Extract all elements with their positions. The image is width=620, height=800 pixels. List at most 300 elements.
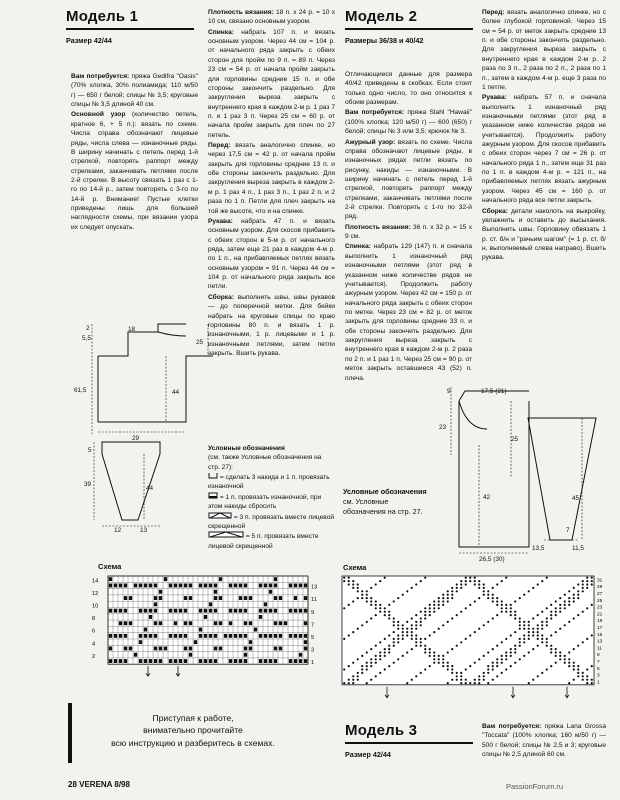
chart-yarnover <box>460 611 462 613</box>
chart-yarnover <box>375 600 377 602</box>
chart-cell <box>184 609 187 613</box>
chart-yarnover <box>523 634 525 636</box>
chart-yarnover <box>420 641 422 643</box>
chart-yarnover <box>591 583 593 585</box>
chart-yarnover <box>375 604 377 606</box>
chart-yarnover <box>397 597 399 599</box>
model1-sleeve-outline <box>102 442 160 520</box>
chart-yarnover <box>550 645 552 647</box>
chart-yarnover <box>523 621 525 623</box>
chart-yarnover <box>420 580 422 582</box>
chart-yarnover <box>532 634 534 636</box>
chart-yarnover <box>375 655 377 657</box>
chart-cell <box>299 634 302 638</box>
chart-yarnover <box>384 668 386 670</box>
chart-cell <box>304 634 307 638</box>
chart-cell <box>144 659 147 663</box>
chart-yarnover <box>505 658 507 660</box>
chart-yarnover <box>501 607 503 609</box>
chart-yarnover <box>586 580 588 582</box>
model1-scheme-title: Схема <box>98 562 122 571</box>
model1-density-label: Плотность вязания: <box>208 9 274 16</box>
chart-cell <box>299 653 302 657</box>
chart-cell <box>179 634 182 638</box>
chart-yarnover <box>375 614 377 616</box>
chart-cell <box>249 640 252 644</box>
notice-line-1: Приступая к работе, <box>152 713 234 723</box>
model2-front-label: Перед: <box>482 9 505 16</box>
chart-yarnover <box>492 587 494 589</box>
model1-dim-2: 2 <box>86 325 90 332</box>
chart-cell <box>109 609 112 613</box>
chart-yarnover <box>528 638 530 640</box>
chart-yarnover <box>496 662 498 664</box>
chart-cell <box>264 584 267 588</box>
chart-yarnover <box>528 590 530 592</box>
model1-assembly-text: выполнить швы, швы рукавов — до поперечной метки. Для бейки набрать на круговые спицы по краю горловины 80 п. и вязать 1 р. изнаночными, 1 р. лицевыми и 1 р. изнаночными петлями, затем петли закрыть. Вшить рукава. <box>208 293 335 357</box>
chart-cell <box>229 621 232 625</box>
chart-yarnover <box>573 617 575 619</box>
chart-yarnover <box>528 651 530 653</box>
chart-yarnover <box>478 580 480 582</box>
model2-sleeve-schematic <box>520 410 610 560</box>
chart-cell <box>264 659 267 663</box>
chart-yarnover <box>505 577 507 579</box>
chart-cell <box>174 659 177 663</box>
chart-cell <box>289 609 292 613</box>
chart-yarnover <box>582 590 584 592</box>
chart-yarnover <box>366 682 368 684</box>
chart-yarnover <box>496 675 498 677</box>
model2-text-col3 <box>345 70 472 384</box>
chart-cell <box>159 590 162 594</box>
chart-cell <box>109 634 112 638</box>
chart-cell <box>124 609 127 613</box>
chart-yarnover <box>528 631 530 633</box>
chart-yarnover <box>550 614 552 616</box>
chart-yarnover <box>429 634 431 636</box>
chart-cell <box>134 584 137 588</box>
chart-yarnover <box>415 638 417 640</box>
chart-cell <box>149 634 152 638</box>
chart-yarnover <box>429 607 431 609</box>
chart-yarnover <box>591 665 593 667</box>
chart-yarnover <box>559 607 561 609</box>
chart-yarnover <box>447 668 449 670</box>
chart-cell <box>214 609 217 613</box>
model2-size: Размеры 36/38 и 40/42 <box>345 36 424 45</box>
chart-yarnover <box>514 645 516 647</box>
model1-needs-label: Вам потребуется: <box>71 73 130 80</box>
chart-yarnover <box>451 668 453 670</box>
chart-yarnover <box>523 594 525 596</box>
notice-line-3: всю инструкцию и разберитесь в схемах. <box>111 737 275 748</box>
chart-yarnover <box>469 604 471 606</box>
model1-sleeve-dim-13: 13 <box>140 527 148 534</box>
chart-yarnover <box>357 658 359 660</box>
model1-pattern-text: (количество петель, кратное 6, + 5 п.): вязать по схеме. Числа справа обозначают лицевые ряды, числа слева — изнаночные ряды. В ширину начинать с петель перед 1-й стрелкой, повторять раппорт между стрелками, заканчивать петлями после 2-й стрелки. В высоту связать 1 раз с 1-го по 14-й р., затем повторять с 3-го по 14-й р. Внимание! Пустые клетки приведены лишь для большей наглядности схемы, при вязании узора их следует опускать. <box>71 111 198 231</box>
watermark: PassionForum.ru <box>506 782 564 791</box>
chart-yarnover <box>546 638 548 640</box>
chart-yarnover <box>501 604 503 606</box>
chart-yarnover <box>384 607 386 609</box>
chart-cell <box>154 584 157 588</box>
model2-title-rule <box>345 28 473 30</box>
chart-yarnover <box>352 675 354 677</box>
chart-yarnover <box>568 621 570 623</box>
chart-yarnover <box>451 597 453 599</box>
chart-yarnover <box>546 577 548 579</box>
chart-yarnover <box>379 655 381 657</box>
chart-yarnover <box>424 614 426 616</box>
chart-yarnover <box>361 590 363 592</box>
chart-yarnover <box>433 651 435 653</box>
chart-yarnover <box>586 679 588 681</box>
chart-cell <box>289 634 292 638</box>
chart-cell <box>294 596 297 600</box>
chart-yarnover <box>514 648 516 650</box>
chart-yarnover <box>352 600 354 602</box>
chart-yarnover <box>519 658 521 660</box>
chart-row-label-right: 23 <box>597 605 603 611</box>
chart-yarnover <box>546 624 548 626</box>
chart-yarnover <box>447 621 449 623</box>
chart-yarnover <box>586 577 588 579</box>
chart-yarnover <box>478 583 480 585</box>
chart-row-label-right: 7 <box>311 622 315 629</box>
chart-cell <box>124 634 127 638</box>
chart-yarnover <box>573 665 575 667</box>
chart-yarnover <box>478 587 480 589</box>
chart-yarnover <box>555 600 557 602</box>
chart-yarnover <box>442 665 444 667</box>
chart-cell <box>304 596 307 600</box>
chart-cell <box>119 659 122 663</box>
model1-title-rule <box>66 28 194 30</box>
chart-row-label-right: 13 <box>597 639 603 645</box>
chart-cell <box>129 647 132 651</box>
model1-legend-item-3: = 3 п. провязать вместе лицевой скрещенной <box>208 513 335 530</box>
chart-yarnover <box>550 648 552 650</box>
chart-cell <box>249 621 252 625</box>
chart-yarnover <box>433 658 435 660</box>
chart-cell <box>199 659 202 663</box>
repeat-arrow <box>565 687 569 698</box>
chart-yarnover <box>501 662 503 664</box>
chart-yarnover <box>357 590 359 592</box>
chart-yarnover <box>474 679 476 681</box>
chart-yarnover <box>379 672 381 674</box>
chart-yarnover <box>447 665 449 667</box>
model2-back-label: Спинка: <box>345 243 371 251</box>
model2-title: Модель 2 <box>345 8 418 25</box>
chart-yarnover <box>532 587 534 589</box>
chart-yarnover <box>550 634 552 636</box>
chart-cell <box>289 584 292 588</box>
chart-yarnover <box>415 628 417 630</box>
chart-yarnover <box>487 597 489 599</box>
chart-row-label-left: 12 <box>92 590 99 597</box>
chart-yarnover <box>469 580 471 582</box>
chart-yarnover <box>555 611 557 613</box>
chart-cell <box>304 659 307 663</box>
chart-yarnover <box>366 590 368 592</box>
chart-yarnover <box>433 607 435 609</box>
chart-yarnover <box>469 577 471 579</box>
chart-yarnover <box>451 617 453 619</box>
chart-cell <box>274 584 277 588</box>
chart-yarnover <box>568 597 570 599</box>
chart-yarnover <box>478 597 480 599</box>
chart-yarnover <box>379 604 381 606</box>
chart-yarnover <box>343 580 345 582</box>
model1-text-col1 <box>71 72 198 233</box>
chart-yarnover <box>559 655 561 657</box>
chart-cell <box>144 584 147 588</box>
chart-yarnover <box>402 594 404 596</box>
chart-cell <box>289 659 292 663</box>
model2-dim-26-5: 26,5 (30) <box>479 556 505 563</box>
chart-yarnover <box>559 611 561 613</box>
chart-cell <box>294 659 297 663</box>
chart-yarnover <box>460 675 462 677</box>
chart-yarnover <box>573 594 575 596</box>
chart-row-label-left: 8 <box>92 616 96 623</box>
chart-yarnover <box>348 583 350 585</box>
chart-yarnover <box>438 655 440 657</box>
chart-cell <box>294 634 297 638</box>
chart-yarnover <box>501 672 503 674</box>
chart-yarnover <box>478 682 480 684</box>
chart-yarnover <box>343 668 345 670</box>
chart-yarnover <box>460 679 462 681</box>
chart-yarnover <box>559 628 561 630</box>
chart-yarnover <box>465 679 467 681</box>
chart-cell <box>264 634 267 638</box>
chart-yarnover <box>402 631 404 633</box>
chart-cell <box>269 634 272 638</box>
chart-yarnover <box>469 665 471 667</box>
chart-yarnover <box>379 641 381 643</box>
chart-yarnover <box>591 682 593 684</box>
chart-yarnover <box>559 604 561 606</box>
chart-yarnover <box>577 645 579 647</box>
chart-yarnover <box>397 658 399 660</box>
chart-cell <box>154 647 157 651</box>
chart-row-label-right: 15 <box>597 632 603 638</box>
chart-yarnover <box>424 651 426 653</box>
chart-yarnover <box>343 607 345 609</box>
chart-cell <box>144 634 147 638</box>
model2-sleeve-dim-7: 7 <box>566 527 570 534</box>
chart-cell <box>119 609 122 613</box>
chart-cell <box>264 602 267 606</box>
chart-yarnover <box>541 641 543 643</box>
chart-yarnover <box>505 604 507 606</box>
chart-cell <box>299 609 302 613</box>
chart-yarnover <box>366 594 368 596</box>
chart-yarnover <box>510 607 512 609</box>
chart-yarnover <box>492 679 494 681</box>
chart-yarnover <box>384 611 386 613</box>
chart-yarnover <box>505 668 507 670</box>
chart-yarnover <box>393 641 395 643</box>
chart-yarnover <box>433 662 435 664</box>
chart-cell <box>304 621 307 625</box>
chart-cell <box>304 640 307 644</box>
chart-cell <box>189 584 192 588</box>
chart-yarnover <box>586 587 588 589</box>
chart-yarnover <box>541 611 543 613</box>
chart-yarnover <box>348 577 350 579</box>
chart-cell <box>184 659 187 663</box>
chart-yarnover <box>586 638 588 640</box>
chart-cell <box>124 647 127 651</box>
chart-yarnover <box>420 621 422 623</box>
chart-cell <box>124 659 127 663</box>
chart-cell <box>179 609 182 613</box>
chart-yarnover <box>577 597 579 599</box>
chart-yarnover <box>388 611 390 613</box>
chart-yarnover <box>505 655 507 657</box>
model1-sleeve-dim-5: 5 <box>88 447 92 454</box>
chart-yarnover <box>586 583 588 585</box>
chart-yarnover <box>397 628 399 630</box>
chart-yarnover <box>465 607 467 609</box>
chart-row-label-right: 7 <box>597 660 600 666</box>
model2-assembly-text: детали наколоть на выкройку, увлажнить и оставить до высыхания. Выполнить швы. Горловину обвязать 1 р. ст. б/н и "рачьим шагом" (= 1 р. ст. б/н, выполняемый слева направо). Вшить рукава. <box>482 207 606 262</box>
chart-yarnover <box>523 624 525 626</box>
chart-yarnover <box>514 651 516 653</box>
chart-yarnover <box>492 617 494 619</box>
model1-legend-item-1: = сделать 3 накида и 1 п. провязать изнаночной <box>208 474 330 491</box>
chart-cell <box>219 577 222 581</box>
chart-cell <box>154 621 157 625</box>
chart-yarnover <box>415 624 417 626</box>
chart-cell <box>229 634 232 638</box>
chart-yarnover <box>546 621 548 623</box>
chart-cell <box>269 590 272 594</box>
chart-yarnover <box>451 594 453 596</box>
chart-yarnover <box>411 634 413 636</box>
chart-yarnover <box>577 665 579 667</box>
chart-yarnover <box>528 624 530 626</box>
chart-yarnover <box>433 600 435 602</box>
model2-back-text: набрать 129 (147) п. и сначала выполнить 1 изнаночный ряд изнаночными петлями (этот ряд в указанном ниже количестве рядов не учитывается). Продолжить работу ажурным узором. Через 42 см = 150 р. от начального ряда закрыть с обеих сторон по метке. Через 23 см = 82 р. от меток закрыть для горловины средние 33 п. и обе стороны закончить раздельно. Для закругления выреза закрыть с внутреннего края в каждом 2-м р. 2 раза по 2 п. и 1 раз 1 п. Через 25 см = 90 р. от меток закрыть оставшиеся 43 (52) п. плеча. <box>345 243 472 382</box>
chart-cell <box>244 609 247 613</box>
chart-yarnover <box>474 600 476 602</box>
chart-yarnover <box>366 662 368 664</box>
chart-yarnover <box>537 675 539 677</box>
chart-yarnover <box>577 668 579 670</box>
chart-cell <box>214 621 217 625</box>
chart-yarnover <box>541 634 543 636</box>
chart-row-label-right: 5 <box>311 635 315 641</box>
chart-cell <box>184 634 187 638</box>
chart-yarnover <box>442 600 444 602</box>
chart-yarnover <box>442 604 444 606</box>
chart-cell <box>189 596 192 600</box>
chart-cell <box>244 653 247 657</box>
chart-yarnover <box>429 651 431 653</box>
chart-yarnover <box>357 597 359 599</box>
chart-yarnover <box>487 668 489 670</box>
chart-yarnover <box>510 655 512 657</box>
chart-cell <box>179 584 182 588</box>
chart-yarnover <box>564 600 566 602</box>
chart-cell <box>209 602 212 606</box>
chart-yarnover <box>550 617 552 619</box>
chart-yarnover <box>415 634 417 636</box>
notice-box <box>78 712 308 749</box>
chart-yarnover <box>487 665 489 667</box>
chart-cell <box>214 659 217 663</box>
model1-body-outline-right <box>98 356 213 422</box>
chart-yarnover <box>456 590 458 592</box>
model2-dim-17-5: 17,5 (21) <box>481 388 507 395</box>
chart-cell <box>299 584 302 588</box>
chart-cell <box>184 647 187 651</box>
chart-yarnover <box>370 604 372 606</box>
chart-yarnover <box>420 624 422 626</box>
chart-yarnover <box>492 648 494 650</box>
chart-yarnover <box>402 655 404 657</box>
chart-cell <box>259 634 262 638</box>
chart-yarnover <box>550 651 552 653</box>
chart-yarnover <box>550 611 552 613</box>
chart-yarnover <box>496 614 498 616</box>
chart-yarnover <box>388 614 390 616</box>
chart-cell <box>274 659 277 663</box>
chart-yarnover <box>429 665 431 667</box>
chart-yarnover <box>528 682 530 684</box>
chart-yarnover <box>366 600 368 602</box>
model1-sleeve-dim-12: 12 <box>114 527 122 534</box>
chart-yarnover <box>483 587 485 589</box>
chart-cell <box>154 659 157 663</box>
model1-sleeves-label: Рукава: <box>208 217 233 225</box>
chart-yarnover <box>469 682 471 684</box>
chart-cell <box>144 609 147 613</box>
chart-cell <box>199 609 202 613</box>
chart-yarnover <box>496 658 498 660</box>
chart-yarnover <box>366 665 368 667</box>
chart-yarnover <box>411 617 413 619</box>
chart-cell <box>234 659 237 663</box>
chart-yarnover <box>537 638 539 640</box>
chart-yarnover <box>492 600 494 602</box>
chart-yarnover <box>496 583 498 585</box>
chart-cell <box>199 628 202 632</box>
chart-cell <box>144 628 147 632</box>
k3tog-symbol <box>208 512 232 522</box>
chart-cell <box>169 659 172 663</box>
chart-yarnover <box>460 682 462 684</box>
chart-yarnover <box>375 662 377 664</box>
chart-cell <box>244 584 247 588</box>
chart-cell <box>209 659 212 663</box>
chart-yarnover <box>514 600 516 602</box>
chart-yarnover <box>424 638 426 640</box>
chart-row-label-right: 19 <box>597 619 603 625</box>
chart-yarnover <box>415 645 417 647</box>
chart-yarnover <box>411 679 413 681</box>
chart-yarnover <box>577 594 579 596</box>
chart-cell <box>164 647 167 651</box>
chart-yarnover <box>501 641 503 643</box>
chart-yarnover <box>370 617 372 619</box>
chart-yarnover <box>375 675 377 677</box>
